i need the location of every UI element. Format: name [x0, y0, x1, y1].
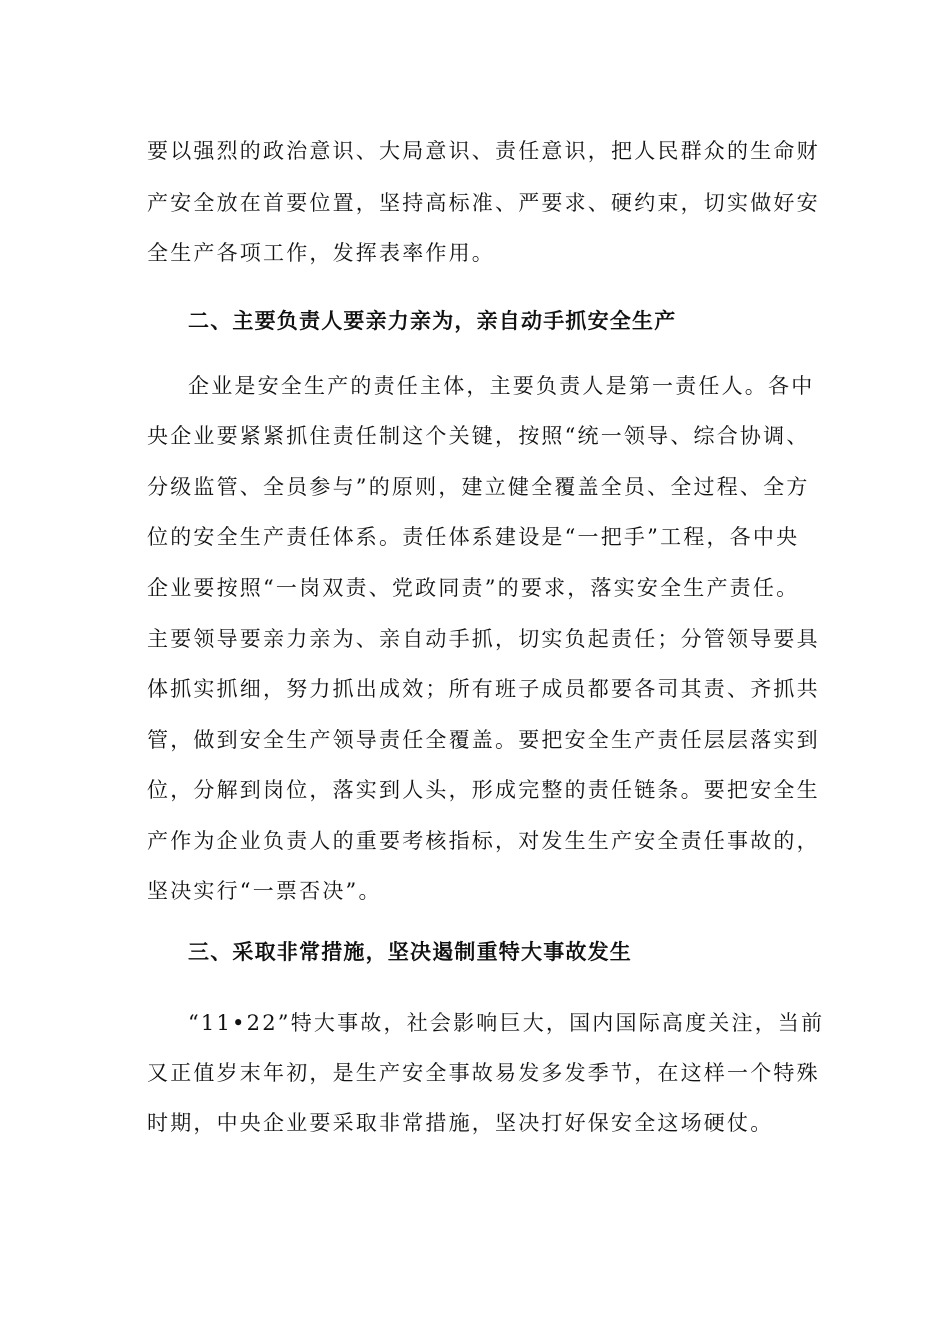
paragraph-2-line-8: 管，做到安全生产领导责任全覆盖。要把安全生产责任层层落实到 — [147, 728, 820, 752]
paragraph-2-line-9: 位，分解到岗位，落实到人头，形成完整的责任链条。要把安全生 — [147, 778, 820, 802]
paragraph-2-line-11: 坚决实行“一票否决”。 — [147, 879, 382, 903]
section-heading-2: 二、主要负责人要亲力亲为，亲自动手抓安全生产 — [188, 309, 677, 333]
paragraph-3-line-3: 时期，中央企业要采取非常措施，坚决打好保安全这场硬仗。 — [147, 1111, 774, 1135]
paragraph-1-line-3: 全生产各项工作，发挥表率作用。 — [147, 241, 495, 265]
paragraph-2-line-1: 企业是安全生产的责任主体，主要负责人是第一责任人。各中 — [188, 374, 815, 398]
paragraph-2-line-6: 主要领导要亲力亲为、亲自动手抓，切实负起责任；分管领导要具 — [147, 627, 820, 651]
paragraph-2-line-10: 产作为企业负责人的重要考核指标，对发生生产安全责任事故的， — [147, 829, 820, 853]
paragraph-2-line-4: 位的安全生产责任体系。责任体系建设是“一把手”工程，各中央 — [147, 525, 800, 549]
paragraph-3-line-1: “11•22”特大事故，社会影响巨大，国内国际高度关注，当前 — [188, 1011, 825, 1035]
paragraph-2-line-7: 体抓实抓细，努力抓出成效；所有班子成员都要各司其责、齐抓共 — [147, 677, 820, 701]
paragraph-2-line-5: 企业要按照“一岗双责、党政同责”的要求，落实安全生产责任。 — [147, 576, 800, 600]
paragraph-2-line-2: 央企业要紧紧抓住责任制这个关键，按照“统一领导、综合协调、 — [147, 424, 810, 448]
paragraph-1-line-2: 产安全放在首要位置，坚持高标准、严要求、硬约束，切实做好安 — [147, 191, 820, 215]
paragraph-1-line-1: 要以强烈的政治意识、大局意识、责任意识，把人民群众的生命财 — [147, 139, 820, 163]
section-heading-3: 三、采取非常措施，坚决遏制重特大事故发生 — [188, 940, 632, 964]
paragraph-2-line-3: 分级监管、全员参与”的原则，建立健全覆盖全员、全过程、全方 — [147, 475, 810, 499]
paragraph-3-line-2: 又正值岁末年初，是生产安全事故易发多发季节，在这样一个特殊 — [147, 1061, 820, 1085]
